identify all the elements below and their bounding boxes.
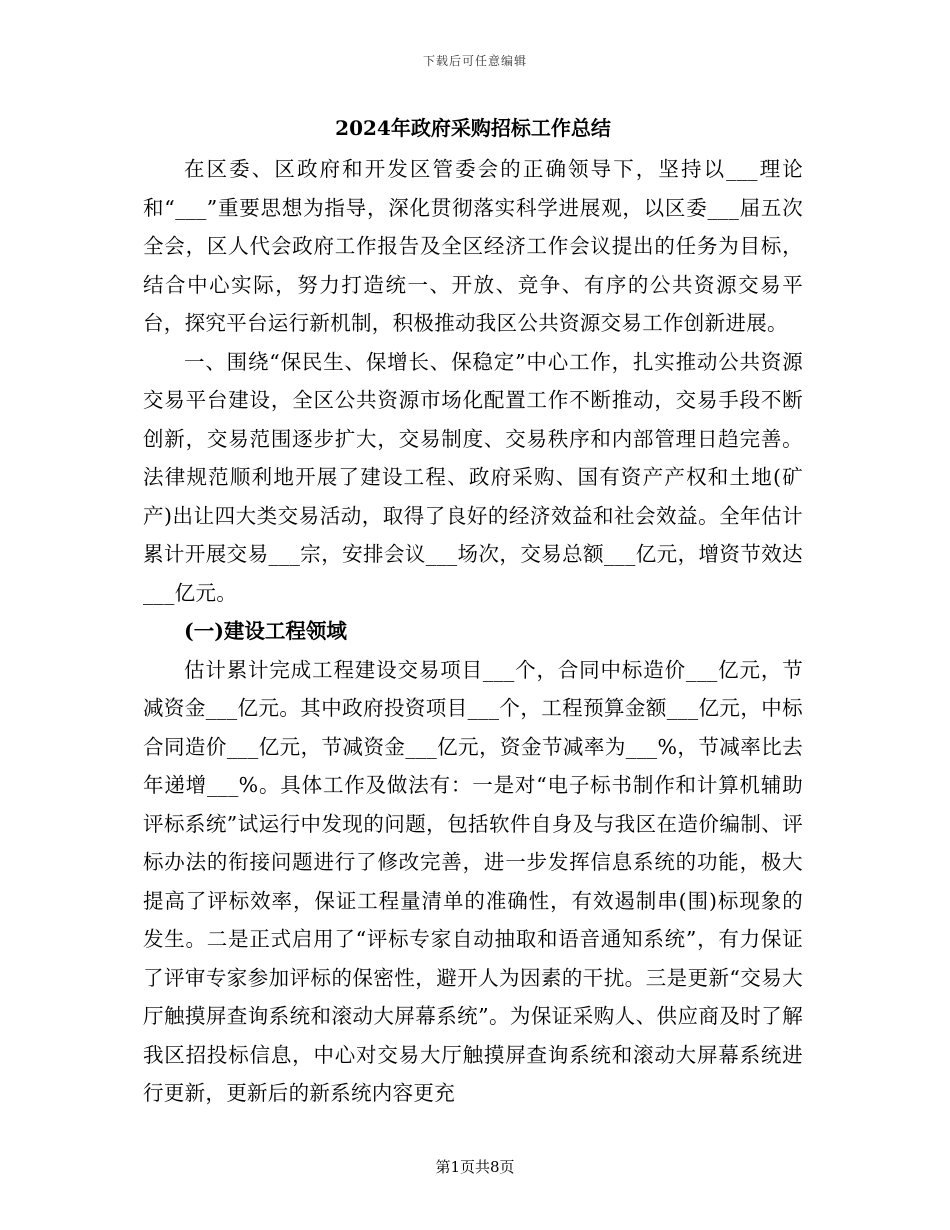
subheading-construction: (一)建设工程领域 — [184, 619, 347, 643]
page-footer: 第1页共8页 — [435, 1158, 515, 1176]
paragraph-intro: 在区委、区政府和开发区管委会的正确领导下，坚持以___理论和“___”重要思想为指导，深化贯彻落实科学进展观，以区委___届五次全会，区人代会政府工作报告及全区经济工作会议提出的任务为目标，结合中心实际，努力打造统一、开放、竞争、有序的公共资源交易平台，探究平台运行新机制，积极推动我区公共资源交易工作创新进展。 — [143, 157, 803, 335]
paragraph-construction-body: 估计累计完成工程建设交易项目___个，合同中标造价___亿元，节减资金___亿元。其中政府投资项目___个，工程预算金额___亿元，中标合同造价___亿元，节减资金___亿元，资金节减率为___%，节减率比去年递增___%。具体工作及做法有：一是对“电子标书制作和计算机辅助评标系统”试运行中发现的问题，包括软件自身及与我区在造价编制、评标办法的衔接问题进行了修改完善，进一步发挥信息系统的功能，极大提高了评标效率，保证工程量清单的准确性，有效遏制串(围)标现象的发生。二是正式启用了“评标专家自动抽取和语音通知系统”，有力保证了评审专家参加评标的保密性，避开人为因素的干扰。三是更新“交易大厅触摸屏查询系统和滚动大屏幕系统”。为保证采购人、供应商及时了解我区招投标信息，中心对交易大厅触摸屏查询系统和滚动大屏幕系统进行更新，更新后的新系统内容更充 — [143, 657, 803, 1105]
document-title: 2024年政府采购招标工作总结 — [335, 116, 611, 140]
document-body — [143, 106, 803, 1113]
page-header: 下载后可任意编辑 — [422, 54, 527, 68]
paragraph-section-one: 一、围绕“保民生、保增长、保稳定”中心工作，扎实推动公共资源交易平台建设，全区公共资源市场化配置工作不断推动，交易手段不断创新，交易范围逐步扩大，交易制度、交易秩序和内部管理日趋完善。法律规范顺利地开展了建设工程、政府采购、国有资产产权和土地(矿产)出让四大类交易活动，取得了良好的经济效益和社会效益。全年估计累计开展交易___宗，安排会议___场次，交易总额___亿元，增资节效达___亿元。 — [143, 349, 803, 605]
